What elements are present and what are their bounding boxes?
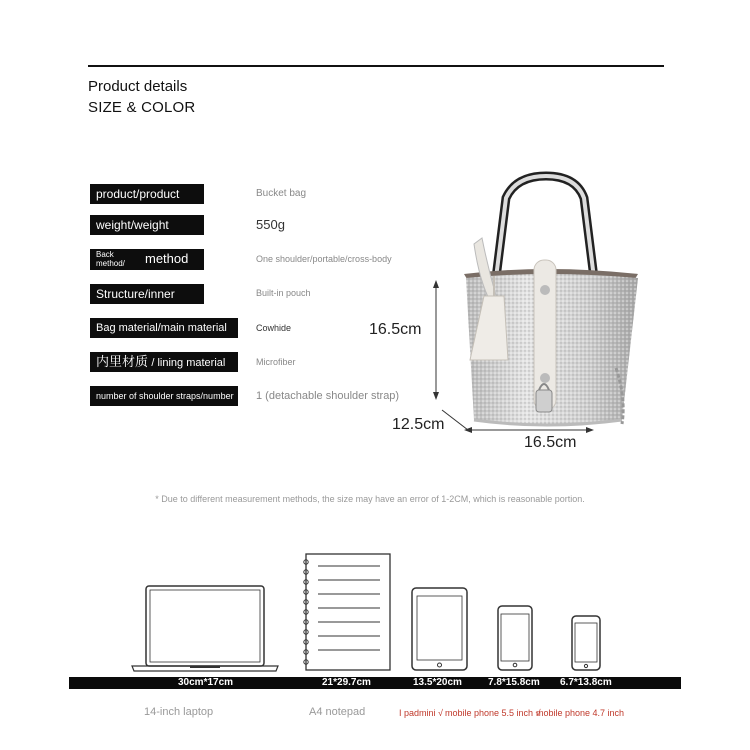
spec-label-product: product/product: [90, 184, 204, 204]
size-notepad: 21*29.7cm: [322, 677, 371, 688]
spec-label-method-main: method: [145, 251, 189, 266]
caption-phone-small: mobile phone 4.7 inch: [536, 708, 625, 718]
caption-tablet: I padmini √: [399, 708, 443, 718]
spec-value-lining: Microfiber: [256, 357, 296, 367]
phone-large-icon: [498, 606, 532, 670]
spec-label-structure: Structure/inner: [90, 284, 204, 304]
dimension-depth: 12.5cm: [392, 416, 445, 433]
spec-label-lining-cn: 内里材质: [96, 354, 149, 369]
spec-value-structure: Built-in pouch: [256, 288, 311, 298]
spec-value-weight: 550g: [256, 217, 285, 232]
spec-label-straps: number of shoulder straps/number: [90, 386, 238, 406]
page-title: Product details: [88, 78, 188, 95]
caption-phone-large: mobile phone 5.5 inch √: [445, 708, 541, 718]
spec-label-lining-en: / lining material: [151, 357, 226, 369]
caption-notepad: A4 notepad: [309, 706, 366, 718]
spec-label-lining: [90, 352, 238, 372]
dimension-lines: [380, 278, 600, 438]
caption-laptop: 14-inch laptop: [144, 706, 214, 718]
size-error-note: * Due to different measurement methods, the size may have an error of 1-2CM, which is reasonable portion.: [155, 494, 585, 504]
spec-label-method: [90, 249, 204, 270]
tablet-icon: [412, 588, 467, 670]
laptop-icon: [132, 586, 278, 671]
spec-label-weight: weight/weight: [90, 215, 204, 235]
phone-small-icon: [572, 616, 600, 670]
size-laptop: 30cm*17cm: [178, 677, 234, 688]
dimension-width: 16.5cm: [524, 434, 577, 451]
page-subtitle: SIZE & COLOR: [88, 99, 196, 116]
spec-value-method: One shoulder/portable/cross-body: [256, 254, 392, 264]
size-tablet: 13.5*20cm: [413, 677, 462, 688]
size-phone-small: 6.7*13.8cm: [560, 677, 612, 688]
spec-value-material: Cowhide: [256, 323, 292, 333]
spec-value-product: Bucket bag: [256, 188, 307, 199]
size-phone-large: 7.8*15.8cm: [488, 677, 540, 688]
top-divider: [88, 65, 664, 67]
device-outlines: [128, 548, 648, 676]
spec-label-material: Bag material/main material: [90, 318, 238, 338]
notepad-icon: [304, 554, 390, 670]
spec-value-straps: 1 (detachable shoulder strap): [256, 390, 400, 402]
spec-label-method-small: Back method/: [96, 250, 125, 268]
dimension-height: 16.5cm: [369, 321, 422, 338]
